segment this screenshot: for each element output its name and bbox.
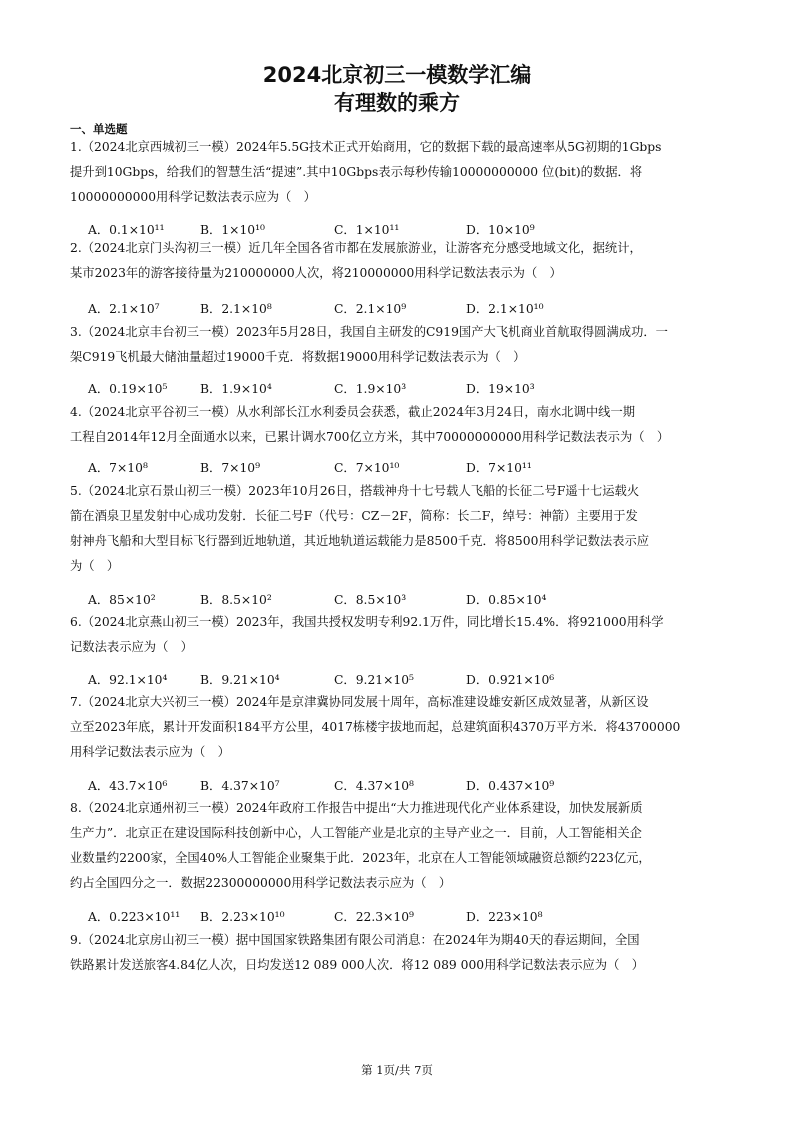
question-line: 记数法表示应为（ ） <box>70 640 193 654</box>
option-c: C．1×10¹¹ <box>334 223 400 237</box>
option-c: C．8.5×10³ <box>334 593 407 607</box>
option-b: B．9.21×10⁴ <box>200 673 280 687</box>
question-line: 1.（2024北京西城初三一模）2024年5.5G技术正式开始商用，它的数据下载的最高速率从5G初期的1Gbps <box>70 140 662 154</box>
question-line: 架C919飞机最大储油量超过19000千克．将数据19000用科学记数法表示为（ ） <box>70 350 526 364</box>
question-5 <box>70 479 696 579</box>
option-a: A．43.7×10⁶ <box>88 779 168 793</box>
option-d: D．10×10⁹ <box>466 223 535 237</box>
question-line: 8.（2024北京通州初三一模）2024年政府工作报告中提出“大力推进现代化产业体系建设，加快发展新质 <box>70 801 643 815</box>
option-b: B．1.9×10⁴ <box>200 382 272 396</box>
question-line: 铁路累计发送旅客4.84亿人次，日均发送12 089 000人次．将12 089 000用科学记数法表示应为（ ） <box>70 958 644 972</box>
option-c: C．22.3×10⁹ <box>334 910 414 924</box>
question-line: 9.（2024北京房山初三一模）据中国国家铁路集团有限公司消息：在2024年为期40天的春运期间，全国 <box>70 933 640 947</box>
option-b: B．8.5×10² <box>200 593 272 607</box>
option-a: A．85×10² <box>88 593 156 607</box>
question-line: 约占全国四分之一．数据22300000000用科学记数法表示应为（ ） <box>70 876 452 890</box>
question-line: 立至2023年底，累计开发面积184平方公里，4017栋楼宇拔地而起，总建筑面积4370万平方米．将43700000 <box>70 720 681 734</box>
question-line: 2.（2024北京门头沟初三一模）近几年全国各省市都在发展旅游业，让游客充分感受地域文化，据统计， <box>70 241 642 255</box>
question-line: 业数量约2200家，全国40%人工智能企业聚集于此．2023年，北京在人工智能领域融资总额约223亿元， <box>70 851 651 865</box>
option-c: C．7×10¹⁰ <box>334 461 400 475</box>
question-4 <box>70 400 696 450</box>
option-d: D．223×10⁸ <box>466 910 543 924</box>
question-3 <box>70 320 696 370</box>
option-c: C．4.37×10⁸ <box>334 779 414 793</box>
question-line: 工程自2014年12月全面通水以来，已累计调水700亿立方米，其中70000000000用科学记数法表示为（ ） <box>70 430 670 444</box>
question-line: 生产力”．北京正在建设国际科技创新中心，人工智能产业是北京的主导产业之一．目前，人工智能相关企 <box>70 826 642 840</box>
option-c: C．2.1×10⁹ <box>334 302 407 316</box>
option-a: A．2.1×10⁷ <box>88 302 160 316</box>
section-heading: 一、单选题 <box>70 122 128 136</box>
question-6 <box>70 610 696 660</box>
option-d: D．0.437×10⁹ <box>466 779 555 793</box>
question-2 <box>70 236 696 286</box>
question-line: 射神舟飞船和大型目标飞行器到近地轨道，其近地轨道运载能力是8500千克．将8500用科学记数法表示应 <box>70 534 650 548</box>
question-1 <box>70 135 696 210</box>
question-line: 某市2023年的游客接待量为210000000人次，将210000000用科学记数法表示为（ ） <box>70 266 562 280</box>
option-b: B．2.23×10¹⁰ <box>200 910 285 924</box>
question-7 <box>70 690 696 765</box>
option-d: D．2.1×10¹⁰ <box>466 302 544 316</box>
question-9 <box>70 928 696 978</box>
document-title: 2024北京初三一模数学汇编 <box>262 63 532 87</box>
page-footer: 第 1页/共 7页 <box>361 1063 433 1077</box>
question-line: 6.（2024北京燕山初三一模）2023年，我国共授权发明专利92.1万件，同比增长15.4%．将921000用科学 <box>70 615 664 629</box>
question-line: 用科学记数法表示应为（ ） <box>70 745 230 759</box>
question-line: 7.（2024北京大兴初三一模）2024年是京津冀协同发展十周年，高标准建设雄安新区成效显著，从新区设 <box>70 695 649 709</box>
option-d: D．19×10³ <box>466 382 535 396</box>
question-line: 10000000000用科学记数法表示应为（ ） <box>70 190 316 204</box>
question-line: 箭在酒泉卫星发射中心成功发射．长征二号F（代号：CZ－2F，简称：长二F，绰号：神箭）主要用于发 <box>70 509 638 523</box>
option-b: B．4.37×10⁷ <box>200 779 280 793</box>
question-8 <box>70 796 696 896</box>
option-c: C．1.9×10³ <box>334 382 407 396</box>
question-line: 3.（2024北京丰台初三一模）2023年5月28日，我国自主研发的C919国产大飞机商业首航取得圆满成功．一 <box>70 325 668 339</box>
question-line: 为（ ） <box>70 559 120 573</box>
document-subtitle: 有理数的乘方 <box>334 91 460 115</box>
option-a: A．7×10⁸ <box>88 461 148 475</box>
option-b: B．2.1×10⁸ <box>200 302 272 316</box>
option-a: A．0.1×10¹¹ <box>88 223 165 237</box>
option-a: A．0.19×10⁵ <box>88 382 168 396</box>
option-c: C．9.21×10⁵ <box>334 673 414 687</box>
question-line: 提升到10Gbps，给我们的智慧生活“提速”.其中10Gbps表示每秒传输10000000000 位(bit)的数据．将 <box>70 165 643 179</box>
option-a: A．0.223×10¹¹ <box>88 910 181 924</box>
option-d: D．0.85×10⁴ <box>466 593 547 607</box>
option-a: A．92.1×10⁴ <box>88 673 168 687</box>
option-d: D．0.921×10⁶ <box>466 673 555 687</box>
option-b: B．7×10⁹ <box>200 461 261 475</box>
option-b: B．1×10¹⁰ <box>200 223 265 237</box>
question-line: 4.（2024北京平谷初三一模）从水利部长江水利委员会获悉，截止2024年3月24日，南水北调中线一期 <box>70 405 636 419</box>
question-line: 5.（2024北京石景山初三一模）2023年10月26日，搭载神舟十七号载人飞船的长征二号F遥十七运载火 <box>70 484 640 498</box>
option-d: D．7×10¹¹ <box>466 461 532 475</box>
